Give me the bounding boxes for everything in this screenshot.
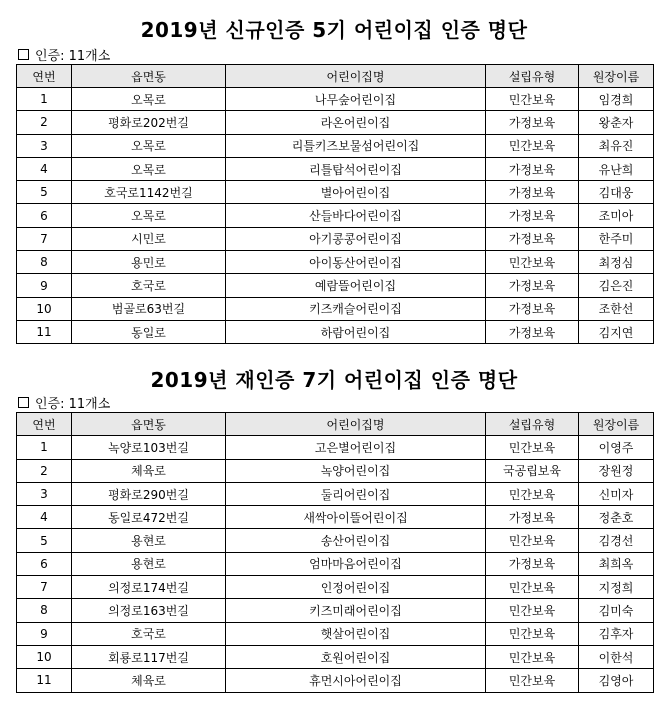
cell-name: 예람뜰어린이집 <box>226 274 486 297</box>
cell-district: 체육로 <box>72 459 226 482</box>
cell-director: 한주미 <box>579 227 654 250</box>
cell-district: 호국로 <box>72 622 226 645</box>
count-label <box>0 44 668 64</box>
cell-district: 용현로 <box>72 552 226 575</box>
cell-district: 오목로 <box>72 204 226 227</box>
cell-name: 나무숲어린이집 <box>226 88 486 111</box>
cell-director: 지정희 <box>579 576 654 599</box>
cell-seq: 1 <box>17 436 72 459</box>
cell-name: 휴먼시아어린이집 <box>226 669 486 692</box>
cell-seq: 9 <box>17 622 72 645</box>
cell-seq: 11 <box>17 320 72 343</box>
cell-type: 가정보육 <box>486 552 579 575</box>
cell-director: 신미자 <box>579 482 654 505</box>
cell-type: 가정보육 <box>486 111 579 134</box>
cell-name: 송산어린이집 <box>226 529 486 552</box>
table-row <box>17 111 654 134</box>
cell-director: 이영주 <box>579 436 654 459</box>
cell-seq: 5 <box>17 529 72 552</box>
checkbox-square-icon <box>18 49 29 60</box>
count-label <box>0 392 668 412</box>
table-row <box>17 274 654 297</box>
table-row <box>17 297 654 320</box>
certification-table <box>16 64 654 344</box>
cell-district: 오목로 <box>72 88 226 111</box>
cell-type: 가정보육 <box>486 506 579 529</box>
cell-type: 민간보육 <box>486 251 579 274</box>
cell-name: 키즈캐슬어린이집 <box>226 297 486 320</box>
cell-type: 민간보육 <box>486 88 579 111</box>
cell-seq: 6 <box>17 552 72 575</box>
cell-seq: 7 <box>17 576 72 599</box>
cell-type: 가정보육 <box>486 320 579 343</box>
table-row <box>17 506 654 529</box>
cell-district: 호국로 <box>72 274 226 297</box>
cell-district: 평화로290번길 <box>72 482 226 505</box>
cell-district: 평화로202번길 <box>72 111 226 134</box>
cell-name: 리틀키즈보물섬어린이집 <box>226 134 486 157</box>
header-cell: 읍면동 <box>72 65 226 88</box>
header-cell: 어린이집명 <box>226 413 486 436</box>
cell-district: 의정로163번길 <box>72 599 226 622</box>
table-row <box>17 576 654 599</box>
table-row <box>17 436 654 459</box>
checkbox-square-icon <box>18 397 29 408</box>
cell-seq: 7 <box>17 227 72 250</box>
cell-type: 민간보육 <box>486 599 579 622</box>
cell-name: 새싹아이뜰어린이집 <box>226 506 486 529</box>
cell-seq: 3 <box>17 134 72 157</box>
cell-type: 민간보육 <box>486 134 579 157</box>
table-row <box>17 134 654 157</box>
cell-seq: 1 <box>17 88 72 111</box>
header-cell: 원장이름 <box>579 413 654 436</box>
cell-type: 가정보육 <box>486 297 579 320</box>
cell-type: 가정보육 <box>486 274 579 297</box>
table-row <box>17 645 654 668</box>
cell-name: 산들바다어린이집 <box>226 204 486 227</box>
cell-type: 민간보육 <box>486 436 579 459</box>
header-cell: 연번 <box>17 413 72 436</box>
cell-seq: 10 <box>17 297 72 320</box>
count-text: 인증: 11개소 <box>35 396 111 412</box>
cell-seq: 11 <box>17 669 72 692</box>
cell-director: 김후자 <box>579 622 654 645</box>
table-row <box>17 529 654 552</box>
cell-name: 인정어린이집 <box>226 576 486 599</box>
cell-director: 임경희 <box>579 88 654 111</box>
table-header-row <box>17 65 654 88</box>
cell-director: 왕춘자 <box>579 111 654 134</box>
cell-director: 최희옥 <box>579 552 654 575</box>
cell-director: 김영아 <box>579 669 654 692</box>
cell-district: 용민로 <box>72 251 226 274</box>
header-cell: 설립유형 <box>486 65 579 88</box>
cell-district: 회룡로117번길 <box>72 645 226 668</box>
cell-name: 리틀탑석어린이집 <box>226 157 486 180</box>
cell-director: 김미숙 <box>579 599 654 622</box>
table-row <box>17 251 654 274</box>
cell-district: 용현로 <box>72 529 226 552</box>
cell-seq: 2 <box>17 111 72 134</box>
cell-district: 녹양로103번길 <box>72 436 226 459</box>
cell-name: 하람어린이집 <box>226 320 486 343</box>
cell-seq: 2 <box>17 459 72 482</box>
cell-type: 가정보육 <box>486 181 579 204</box>
cell-director: 유난희 <box>579 157 654 180</box>
cell-district: 동일로 <box>72 320 226 343</box>
cell-name: 녹양어린이집 <box>226 459 486 482</box>
table-row <box>17 622 654 645</box>
cell-director: 조미아 <box>579 204 654 227</box>
table-row <box>17 157 654 180</box>
cell-district: 동일로472번길 <box>72 506 226 529</box>
cell-director: 김은진 <box>579 274 654 297</box>
certification-table <box>16 412 654 692</box>
cell-name: 고은별어린이집 <box>226 436 486 459</box>
table-row <box>17 181 654 204</box>
table-row <box>17 204 654 227</box>
cell-type: 민간보육 <box>486 529 579 552</box>
header-cell: 원장이름 <box>579 65 654 88</box>
table-row <box>17 227 654 250</box>
cell-director: 최정심 <box>579 251 654 274</box>
table-row <box>17 669 654 692</box>
cell-director: 최유진 <box>579 134 654 157</box>
cell-seq: 9 <box>17 274 72 297</box>
cell-seq: 5 <box>17 181 72 204</box>
cell-name: 둘리어린이집 <box>226 482 486 505</box>
cell-type: 가정보육 <box>486 157 579 180</box>
table-row <box>17 459 654 482</box>
cell-type: 민간보육 <box>486 622 579 645</box>
table-row <box>17 482 654 505</box>
cell-type: 민간보육 <box>486 576 579 599</box>
cell-seq: 3 <box>17 482 72 505</box>
cell-type: 민간보육 <box>486 645 579 668</box>
cell-seq: 4 <box>17 157 72 180</box>
cell-type: 가정보육 <box>486 204 579 227</box>
cell-director: 김지연 <box>579 320 654 343</box>
cell-district: 시민로 <box>72 227 226 250</box>
cell-district: 의정로174번길 <box>72 576 226 599</box>
cell-name: 키즈미래어린이집 <box>226 599 486 622</box>
cell-district: 호국로1142번길 <box>72 181 226 204</box>
cell-name: 라온어린이집 <box>226 111 486 134</box>
section-re-certification <box>0 344 668 692</box>
header-cell: 연번 <box>17 65 72 88</box>
cell-name: 햇살어린이집 <box>226 622 486 645</box>
page-title: 2019년 신규인증 5기 어린이집 인증 명단 <box>140 18 528 42</box>
section-new-certification <box>0 0 668 344</box>
header-cell: 어린이집명 <box>226 65 486 88</box>
cell-seq: 8 <box>17 599 72 622</box>
header-cell: 설립유형 <box>486 413 579 436</box>
header-cell: 읍면동 <box>72 413 226 436</box>
cell-name: 아이동산어린이집 <box>226 251 486 274</box>
cell-seq: 8 <box>17 251 72 274</box>
cell-district: 오목로 <box>72 157 226 180</box>
cell-name: 엄마마음어린이집 <box>226 552 486 575</box>
cell-district: 범골로63번길 <box>72 297 226 320</box>
cell-director: 이한석 <box>579 645 654 668</box>
cell-director: 김대웅 <box>579 181 654 204</box>
cell-director: 장원정 <box>579 459 654 482</box>
cell-seq: 4 <box>17 506 72 529</box>
cell-type: 민간보육 <box>486 482 579 505</box>
cell-type: 민간보육 <box>486 669 579 692</box>
cell-name: 호원어린이집 <box>226 645 486 668</box>
section-title: 2019년 재인증 7기 어린이집 인증 명단 <box>150 368 518 393</box>
table-row <box>17 320 654 343</box>
table-row <box>17 88 654 111</box>
cell-district: 오목로 <box>72 134 226 157</box>
cell-district: 체육로 <box>72 669 226 692</box>
cell-director: 조한선 <box>579 297 654 320</box>
table-header-row <box>17 413 654 436</box>
cell-name: 별아어린이집 <box>226 181 486 204</box>
cell-director: 김경선 <box>579 529 654 552</box>
cell-name: 아기콩콩어린이집 <box>226 227 486 250</box>
cell-type: 가정보육 <box>486 227 579 250</box>
cell-director: 정춘호 <box>579 506 654 529</box>
table-row <box>17 552 654 575</box>
count-text: 인증: 11개소 <box>35 48 111 64</box>
cell-seq: 10 <box>17 645 72 668</box>
cell-seq: 6 <box>17 204 72 227</box>
cell-type: 국공립보육 <box>486 459 579 482</box>
table-row <box>17 599 654 622</box>
